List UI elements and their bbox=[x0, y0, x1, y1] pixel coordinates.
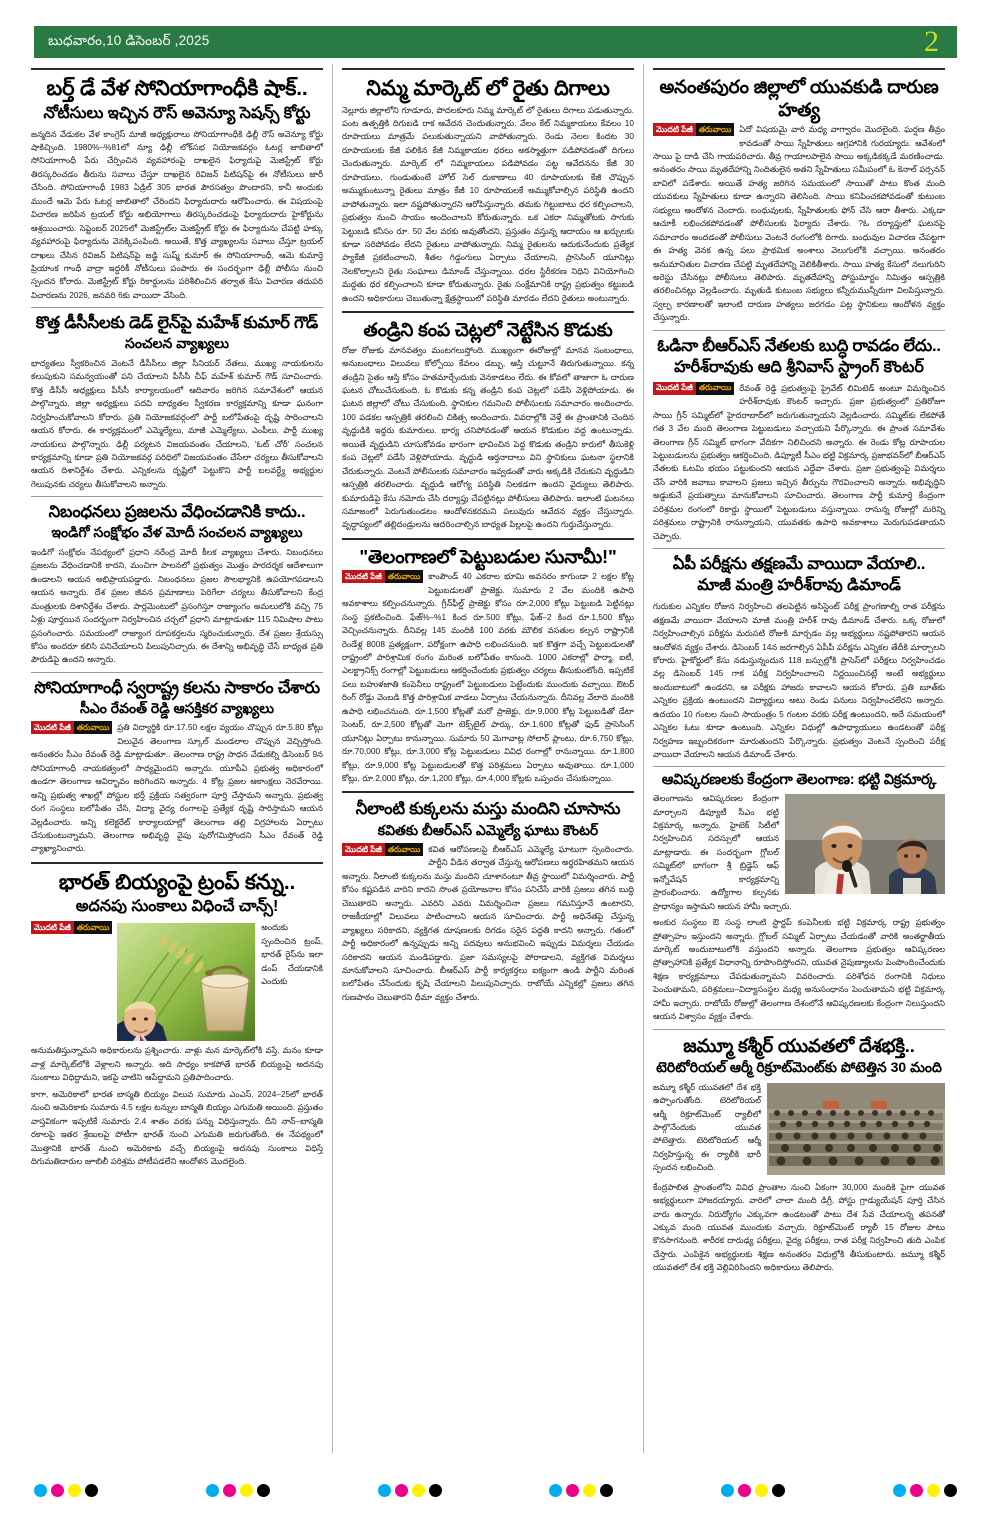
continued-badge-label: తరువాయి bbox=[74, 921, 112, 934]
article-investments-tsunami bbox=[342, 546, 634, 786]
cmyk-dot bbox=[68, 1484, 81, 1497]
article-harish-rao-exam-demand bbox=[653, 554, 945, 761]
cmyk-dot-group bbox=[549, 1484, 613, 1497]
cmyk-dot bbox=[583, 1484, 596, 1497]
article-body-wrap: తెలంగాణను ఆవిష్కరణల కేంద్రంగా మార్చాలని డిప్యూటీ సీఎం భట్టి విక్రమార్క అన్నారు. హైటెక్ సిటీలో నిర్వహించిన సదస్సులో ఆయన మాట్లాడారు. ఈ సందర్భంగా గ్లోబల్ సమ్మిట్‌లో భాగంగా శ్రీ బ్రిడ్జెస్ ఆఫ్ ఇన్నోవేషన్ కార్యక్రమాన్ని ప్రారంభించారు. ఉద్యోగాల కల్పనకు ప్రాధాన్యం ఇస్తామని ఆయన హామీ ఇచ్చారు. bbox=[653, 793, 792, 911]
cmyk-dot-group bbox=[34, 1484, 98, 1497]
cmyk-dot bbox=[34, 1484, 47, 1497]
headline: నీలాంటి కుక్కలను మస్తు మందిని చూసాను bbox=[355, 800, 621, 819]
continued-badge-label: తరువాయి bbox=[696, 123, 734, 136]
cmyk-dot bbox=[721, 1484, 734, 1497]
continued-badge-label: తరువాయి bbox=[74, 721, 112, 734]
cmyk-dot bbox=[944, 1484, 957, 1497]
article-body-after: కేంద్రపాలిత ప్రాంతంలోని వివిధ ప్రాంతాల నుంచి ఏకంగా 30,000 మందికి పైగా యువత అభ్యర్థులుగా హాజరయ్యారు. వారిలో చాలా మంది డిగ్రీ, పోస్టు గ్రాడ్యుయేషన్ పూర్తి చేసిన వారు ఉన్నారు. నిరుద్యోగం ఎక్కువగా ఉండటంతో పాటు దేశ సేవ చేయాలన్న తపనతో ఎక్కువ మంది యువత ముందుకు వచ్చారు. రిక్రూట్‌మెంట్ ర్యాలీ 15 రోజుల పాటు కొనసాగనుంది. శారీరక దారుఢ్య పరీక్షలు, వైద్య పరీక్షలు, రాత పరీక్ష నిర్వహించి తుది ఎంపిక చేస్తారు. ఎంపికైన అభ్యర్థులకు శిక్షణ అనంతరం విధుల్లోకి తీసుకుంటారు. జమ్మూ కశ్మీర్ యువతలో దేశ భక్తి వెల్లివిరిసిందని అధికారులు తెలిపారు. bbox=[653, 1181, 945, 1273]
headline: నిమ్మ మార్కెట్ లో రైతు దిగాలు bbox=[366, 77, 610, 100]
cmyk-dot bbox=[910, 1484, 923, 1497]
headline: ఏపీ పరీక్షను తక్షణమే వాయిదా వేయాలి.. bbox=[672, 555, 926, 574]
continued-badge-page: మొదటి పేజీ bbox=[653, 382, 696, 395]
cmyk-dot-group bbox=[893, 1484, 957, 1497]
headline: నిబంధనలు ప్రజలను వేధించడానికి కాదు.. bbox=[48, 503, 306, 522]
article-jk-army-recruitment bbox=[653, 1035, 945, 1275]
article-dcc-deadline bbox=[31, 313, 323, 491]
divider bbox=[653, 766, 945, 767]
bhatti-vikramarka-photo bbox=[785, 794, 945, 894]
article-body: జన్మదిన వేడుకల వేళ కాంగ్రెస్ మాజీ అధ్యక్షురాలు సోనియాగాంధీకి ఢిల్లీ రౌస్ అవెన్యూ కోర్టు షాకిచ్చింది. 1980%–%81లో న్యూ ఢిల్లీ లోక్‌సభ నియోజకవర్గం ఓటర్ల జాబితాలో సోనియాగాంధీ పేరు చేర్పించిన వ్యవహారంపై దాఖలైన ఫిర్యాదుపై మెజిస్ట్రేట్ కోర్టు తిరస్కరించడం తీరును సవాలు చేస్తూ దాఖలైన రివిజన్ పిటిషన్‌పై ఈ నోటీసులు జారీ చేసింది. సోనియాగాంధీ 1983 ఏడ్రిల్ 305 భారత పౌరసత్వం పొందారని, కానీ అందుకు ముందే ఆమె పేరు ఓటర్ల జాబితాలో చేరిందని ఫిర్యాదుదారు ఆరోపించారు. ఈ విషయంపై విచారణ జరిపిన ట్రయల్ కోర్టు అభియోగాలు తిరస్కరించడంపై ఫిర్యాదుదారు హైకోర్టును ఆశ్రయించారు. సెప్టెంబర్ 2025లో మెజిస్ట్రేట్‌ల మెజిస్ట్రేట్ కోర్టు ఈ ఫిర్యాదును చేపట్టి హక్కు వ్యవహారంపై ఫిర్యాదును వెనక్కిపంపింది. అయితే, కొత్త వ్యాఖ్యలను సవాలు చేస్తూ ట్రయల్‌ దాఖలు చేసిన రివిజన్ పిటిషన్‌పై జడ్జి సుష్మ్ కుమార్ ఈ సోనియాగాంధీ, ఆమె కుమార్తె ప్రియాంక గాంధీ వాద్రా ఇద్దరికీ నోటీసులు పంపారు. ఈ సందర్భంగా ఢిల్లీ పోలీసు నుంచి స్పందన కోరారు. మెజిస్ట్రేట్ కోర్టు రికార్డులను పరిశీలించిన తర్వాత కేసు విచారణ తదుపరి విచారణను 2026, జనవరి 6కు వాయిదా వేసింది. bbox=[31, 128, 323, 300]
subheadline: కవితకు బీఆర్ఎస్ ఎమ్మెల్యే ఘాటు కౌంటర్ bbox=[377, 821, 599, 838]
continued-badge bbox=[342, 843, 423, 856]
subheadline: సంచలన వ్యాఖ్యలు bbox=[125, 335, 229, 352]
article-body: భాద్యతలు స్వీకరించిన వెంటనే డీసీసీలు జిల్లా సీనియర్ నేతలు, ముఖ్య నాయకులను కలుపుకుని సమన్వయంతో పని చేయాలని పీసీసీ చీఫ్ మహేశ్ కుమార్ గౌడ్ సూచించారు. కొత్త డీసీసీ అధ్యక్షులు పీసీసీ కార్యాలయంలో ఆదివారం జరిగిన సమావేశంలో ఆయన పాల్గొన్నారు. జిల్లా అధ్యక్షులు పదవి బాధ్యతల స్వీకరణ కార్యక్రమాన్ని కూడా ఘనంగా నిర్వహించుకోవాలని కోరారు. ప్రతి నియోజకవర్గంలో పార్టీ బలోపేతంపై దృష్టి సారించాలని ఆయన కోరారు. ఈ కార్యక్రమంలో ఎమ్మెల్యేలు, మాజీ ఎమ్మెల్యేలు, ఎంపీలు, పార్టీ ముఖ్య నాయకులు పాల్గొన్నారు. ఢిల్లీ పర్యటన విజయవంతం చేయాలని, 'ఓట్ చోరీ' సంచలన కార్యక్రమాన్ని కూడా ప్రతి నియోజకవర్గ పరిధిలో విజయవంతం చేసేలా చర్యలు తీసుకోవాలని ఆయన దిశానిర్దేశం చేశారు. ఎన్నికలను దృష్టిలో పెట్టుకొని పార్టీ బలవర్ధ్యే అభ్యర్థుల గెలుపునకు చర్యలు తీసుకోవాలని అన్నారు. bbox=[31, 357, 323, 489]
cmyk-dot bbox=[206, 1484, 219, 1497]
continued-badge-page: మొదటి పేజీ bbox=[342, 570, 385, 583]
subheadline: మాజీ మంత్రి హరీశ్‌రావు డిమాండ్ bbox=[697, 577, 901, 595]
continued-badge-page: మొదటి పేజీ bbox=[653, 123, 696, 136]
article-body: కాంపౌండ్ 40 ఎకరాల భూమి అవసరం కాగుండా 2 లక్షల కోట్ల పెట్టుబడులతో ప్రాజెక్టు. సుమారు 2 వేల మందికి ఉపాధి అవకాశాలు కల్పించనున్నారు. గ్రీన్‌ఫీల్డ్ ప్రాజెక్టు కోసం రూ.2,000 కోట్లు పెట్టుబడి పెట్టినట్లు సంస్థ ప్రకటించింది. ఫేజ్‌%–%1 కింద రూ.500 కోట్లు, ఫేజ్‌–2 కింద రూ.1,500 కోట్లు వెచ్చించనున్నారు. దీనివల్ల 145 మందికి 100 వరకు మౌలిక వసతుల కల్పన రాష్ట్రానికి రెండేళ్ల 8008 ప్రత్యక్షంగా, పరోక్షంగా ఉపాధి లభించనుంది. ఇక కొత్తగా వచ్చే పెట్టుబడులతో రాష్ట్రంలో పారిశ్రామిక రంగం మరింత బలోపేతం కానుంది. 1000 ఎకరాల్లో ఫార్మా, ఐటీ, ఎలక్ట్రానిక్స్ రంగాల్లో పెట్టుబడులు ఆకర్షించేందుకు ప్రభుత్వం చర్యలు తీసుకుంటోంది. ఇప్పటికే పలు బహుళజాతి కంపెనీలు రాష్ట్రంలో పెట్టుబడులు పెట్టేందుకు ముందుకు వచ్చాయి. ఔటర్ రింగ్ రోడ్డు వెంబడి కొత్త పారిశ్రామిక వాడలు ఏర్పాటు చేయనున్నారు. దీనివల్ల వేలాది మందికి ఉపాధి లభించనుంది. రూ.1,500 కోట్లతో మరో ప్రాజెక్టు, రూ.9,000 కోట్ల పెట్టుబడితో డేటా సెంటర్, రూ.2,500 కోట్లతో మెగా టెక్స్‌టైల్ పార్కు, రూ.1,600 కోట్లతో ఫుడ్ ప్రాసెసింగ్ యూనిట్లు ఏర్పాటు కానున్నాయి. సుమారు 50 మెగావాట్ల సోలార్ ప్లాంటు, రూ.6,750 కోట్లు, రూ.70,000 కోట్లు, రూ.3,000 కోట్ల పెట్టుబడులు వివిధ రంగాల్లో రానున్నాయి. రూ.1,800 కోట్లు, రూ.9,000 కోట్ల పెట్టుబడులతో కొత్త పరిశ్రమలు ఏర్పాటు అవుతాయి. రూ.1,000 కోట్లు, రూ.2,000 కోట్లు, రూ.1,200 కోట్లు, రూ.4,000 కోట్లకు ఒప్పందం చేసుకున్నాయి. bbox=[342, 571, 634, 783]
cmyk-dot-group bbox=[206, 1484, 270, 1497]
article-body-after: కాగా, అమెరికాలో భారత బాస్మతి బియ్యం విలువ సుమారు ఎంఎస్. 2024–25లో భారత్ నుంచి అమెరికాకు సుమారు 4.5 లక్షల టన్నుల బాస్మతి బియ్యం ఎగుమతి అయింది. ప్రస్తుతం వాస్తవికంగా ఇప్పటికే సుమారు 2.4 శాతం వరకు పన్ను విధిస్తున్నారు. దీని నాన్‌–బాస్మతి రకాలపై ఇతర శ్రేణులపై పోటీగా భారత్ నుంచి ఎగుమతి జరుగుతోంది. ఈ నేపథ్యంలో మొత్తానికి భారత్‌ నుంచి అమెరికాకు వచ్చే బియ్యంపై అదనపు సుంకాలు విధిస్తే దిగుమతిదారుల జూబిలీ పరిశ్రమ పోటీపడలేని ఆందోళన మొదలైంది. bbox=[31, 1088, 323, 1166]
continued-badge bbox=[342, 570, 423, 583]
army-recruitment-rally-photo bbox=[767, 1083, 945, 1175]
divider bbox=[653, 330, 945, 331]
divider bbox=[653, 68, 945, 70]
subheadline: ఇండిగో సంక్షోభం వేళ మోదీ సంచలన వ్యాఖ్యలు bbox=[51, 524, 303, 541]
subheadline: హరీశ్‌రావుకు ఆది శ్రీనివాస్ స్ట్రాంగ్ కౌంటర్ bbox=[674, 358, 924, 376]
cmyk-dot bbox=[755, 1484, 768, 1497]
article-body: ఇండిగో సంక్షోభం నేపథ్యంలో ప్రధాని నరేంద్ర మోదీ కీలక వ్యాఖ్యలు చేశారు. నిబంధనలు ప్రజలను వేధించడానికి కాదని, మంచిగా పాలనలో ప్రభుత్వం మొత్తం పారదర్శక ఆదేశాలుగా ఉండాలని ఆయన అభిప్రాయపడ్డారు. నిబంధనలు ప్రజల సౌలభ్యానికి ఉపయోగపడాలని ఆయన అన్నారు. దేశ ప్రజల జీవన ప్రమాణాలు పెరిగేలా చర్యలు తీసుకోవాలని కేంద్ర మంత్రులకు దిశానిర్దేశం చేశారు. పార్లమెంటులో ప్రసంగిస్తూ రాజ్యాంగం అమలులోకి వచ్చి 75 ఏళ్లు పూర్తయిన సందర్భంగా నిర్వహించిన చర్చలో ప్రధాని మాట్లాడుతూ 115 నిమిషాల పాటు ప్రసంగించారు. సమయంలో రాజ్యాంగ రూపకర్తలను స్మరించుకున్నారు. దేశ ప్రజల శ్రేయస్సు కోసం అందరూ కలిసి పనిచేయాలని పిలుపునిచ్చారు. ఈ దేశాన్ని అభివృద్ధి చేసే బాధ్యత ప్రతి పౌరుడిపై ఉందని అన్నారు. bbox=[31, 546, 323, 665]
cmyk-dot bbox=[378, 1484, 391, 1497]
continued-badge-page: మొదటి పేజీ bbox=[31, 921, 74, 934]
continued-badge-label: తరువాయి bbox=[385, 570, 423, 583]
divider bbox=[31, 307, 323, 308]
divider bbox=[342, 538, 634, 540]
cmyk-dot bbox=[600, 1484, 613, 1497]
subheadline: నోటీసులు ఇచ్చిన రౌస్ అవెన్యూ సెషన్స్ కోర్టు bbox=[43, 104, 311, 122]
cmyk-dot-group bbox=[378, 1484, 442, 1497]
article-trump-rice-tariff bbox=[31, 870, 323, 1169]
headline: ఆవిష్కరణలకు కేంద్రంగా తెలంగాణ: భట్టి విక్రమార్క bbox=[661, 772, 937, 789]
headline: భారత్ బియ్యంపై ట్రంప్ కన్ను.. bbox=[58, 870, 296, 894]
article-lemon-market-farmers bbox=[342, 76, 634, 305]
column-3 bbox=[644, 62, 954, 1457]
column-1 bbox=[22, 62, 332, 1457]
subheadline: టెరిటోరియల్ ఆర్మీ రిక్రూట్‌మెంట్‌కు పోటెత్తిన 30 మంది bbox=[656, 1059, 942, 1076]
cmyk-dot bbox=[772, 1484, 785, 1497]
cmyk-dot bbox=[395, 1484, 408, 1497]
subheadline: అదనపు సుంకాలు విధించే చాన్స్! bbox=[75, 898, 279, 916]
divider bbox=[31, 496, 323, 497]
article-sonia-statehood bbox=[31, 678, 323, 856]
continued-badge-page: మొదటి పేజీ bbox=[31, 721, 74, 734]
article-bhatti-innovation bbox=[653, 772, 945, 1023]
article-body: ప్రతి విద్యార్థికి రూ.17.50 లక్షల వ్యయం చొప్పున రూ.5.80 కోట్లు విలువైన తెలంగాణ స్కూల్ మండలాల చొప్పున వెచ్చిస్తోంది. అనంతరం సీఎం రేవంత్ రెడ్డి మాట్లాడుతూ.. తెలంగాణ రాష్ట్ర సాధన వేడుకల్ని డిసెంబర్ 9న సోనియాగాంధీ నాయకత్వంలో సాధ్యమైందని అన్నారు. యూపీఏ ప్రభుత్వ అధికారంలో ఉండగా తెలంగాణ ఆవిర్భావం జరిగిందని అన్నారు. 4 కోట్ల ప్రజల ఆకాంక్షలు నెరవేరాయి. అన్ని ప్రభుత్వ శాఖల్లో పోస్టుల భర్తీ ప్రక్రియ సత్వరంగా పూర్తి చేస్తామని అన్నారు. ప్రభుత్వ రంగ సంస్థలు బలోపేతం చేసి, విద్యా వైద్య రంగాలపై ప్రత్యేక దృష్టి సారిస్తామని ఆయన వెల్లడించారు. అన్ని కలెక్టరేట్ కార్యాలయాల్లో తెలంగాణ తల్లి విగ్రహాలను ఏర్పాటు చేసుకుంటున్నామని, తెలంగాణ అభివృద్ధి వైపు పురోగమిస్తోందని సీఎం రేవంత్ రెడ్డి వ్యాఖ్యానించారు. bbox=[31, 722, 323, 854]
article-sonia-gandhi-notice bbox=[31, 76, 323, 302]
divider bbox=[31, 68, 323, 70]
article-kavitha-counter bbox=[342, 799, 634, 1004]
headline: ఓడినా బీఆర్ఎస్ నేతలకు బుద్ధి రావడం లేదు.. bbox=[657, 336, 941, 355]
divider bbox=[31, 862, 323, 864]
article-body: కవిత ఆరోపణలపై బీఆర్ఎస్ ఎమ్మెల్యే ఘాటుగా స్పందించారు. పార్టీని వీడిన తర్వాత చేస్తున్న ఆరోపణలు అర్థరహితమని ఆయన అన్నారు. నీలాంటి కుక్కలను మస్తు మందిని చూశానంటూ తీవ్ర స్థాయిలో విమర్శించారు. పార్టీ కోసం కష్టపడిన వారిని కాదని సొంత ప్రయోజనాల కోసం పనిచేసే వారికి ప్రజలు తగిన బుద్ధి చెబుతారని అన్నారు. ఎవరిని ఎవరు విమర్శించినా ప్రజలు గమనిస్తూనే ఉంటారని, రాజకీయాల్లో విలువలు పాటించాలని ఆయన సూచించారు. పార్టీ అధినేతపై చేస్తున్న వ్యాఖ్యలు సరికాదని, వ్యక్తిగత దూషణలకు దిగడం సరైన పద్ధతి కాదని అన్నారు. గతంలో పార్టీ అధికారంలో ఉన్నప్పుడు అన్ని పదవులు అనుభవించి ఇప్పుడు విమర్శలు చేయడం సరికాదని ఆయన మండిపడ్డారు. ప్రజా సమస్యలపై పోరాడాలని, వ్యక్తిగత విమర్శలు మానుకోవాలని సూచించారు. బీఆర్ఎస్ పార్టీ కార్యకర్తలు ఐక్యంగా ఉండి పార్టీని మరింత బలోపేతం చేసేందుకు కృషి చేయాలని పిలుపునిచ్చారు. రాబోయే ఎన్నికల్లో ప్రజలు తగిన గుణపాఠం చెబుతారని ధీమా వ్యక్తం చేశారు. bbox=[342, 844, 634, 1002]
article-body: గురుకుల ఎన్నికల రోజున నిర్వహించి తలపెట్టిన అసిస్టెంట్ పరీక్ష ప్రాంగణాల్ని రాత పరీక్షను తక్షణమే వాయిదా వేయాలని మాజీ మంత్రి హరీశ్ రావు డిమాండ్ చేశారు. ఒక్క రోజులో నిర్వహించాల్సిన పరీక్షను మరుసటి రోజుకి మార్చడం వల్ల అభ్యర్థులు నష్టపోతారని ఆయన ఆందోళన వ్యక్తం చేశారు. డిసెంబర్ 14న జరగాల్సిన ఏపీపీ పరీక్షను ఎన్నికల తేదీకి మార్చాలని కోరారు. హైకోర్టులో కేసు నడుస్తున్నందున 118 బస్సుల్లోకి ప్రాసెస్‌లో పరీక్షలు నిర్వహించడం వల్ల డిసెంబర్ 145 గాక పరీక్ష నిర్వహించాలని నిర్ణయించినట్లే అంటే అభ్యర్థులు అందుబాటులో ఉండరని, ఆ పరీక్షకు హాజరు కావాలని ఆయన కోరారు. ప్రతి బూత్‌కు ఎన్నికల ప్రక్రియ ఉంటుందని విద్యార్థులు అటు రెండు పనులు నిర్వహించలేరని అన్నారు. ఉదయం 10 గంటల నుంచి సాయంత్రం 5 గంటల వరకు పరీక్ష ఉంటుందని, అదే సమయంలో ఎన్నికల ఓటు కూడా ఉంటుంది. ఎన్నికల విధుల్లో ఉపాధ్యాయులు ఉండటంతో పరీక్ష నిర్వహణ ఇబ్బందికరంగా మారుతుందని పేర్కొన్నారు. ప్రభుత్వం వెంటనే స్పందించి పరీక్ష వాయిదా వేయాలని ఆయన డిమాండ్ చేశారు. bbox=[653, 601, 945, 759]
headline: సోనియాగాంధీ స్వరాష్ట్ర కలను సాకారం చేశారు bbox=[34, 678, 320, 697]
cmyk-dot bbox=[566, 1484, 579, 1497]
cmyk-dot bbox=[240, 1484, 253, 1497]
article-body-after: అంకుర సంస్థలు ఔ సంస్థ లాంటి స్టార్టప్ కంపెనీలకు భట్టి విక్రమార్క రాష్ట్ర ప్రభుత్వం ప్రోత్సాహం ఇస్తుందని అన్నారు. గ్లోబల్ సమ్మిట్ ఏర్పాటు చేయడంతో వారికి అంతర్జాతీయ మార్కెట్ అందుబాటులోకి వస్తుందని అన్నారు. తెలంగాణ ప్రభుత్వం ఆవిష్కరణల ప్రోత్సాహానికి ప్రత్యేక విధానాన్ని రూపొందిస్తోందని, యువత నైపుణ్యాలను పెంపొందించేందుకు శిక్షణ కార్యక్రమాలు చేపడుతున్నామని వివరించారు. పరిశోధన రంగానికి నిధులు పెంచుతామని, పరిశ్రమలు–విద్యాసంస్థల మధ్య అనుసంధానం పెంచుతామని భట్టి విక్రమార్క హామీ ఇచ్చారు. రాబోయే రోజుల్లో తెలంగాణ దేశంలోనే ఆవిష్కరణలకు కేంద్రంగా నిలుస్తుందని ఆయన విశ్వాసం వ్యక్తం చేశారు. bbox=[653, 917, 945, 1022]
cmyk-dot bbox=[51, 1484, 64, 1497]
cmyk-dot bbox=[429, 1484, 442, 1497]
divider bbox=[653, 548, 945, 549]
article-son-abandons-father bbox=[342, 319, 634, 532]
headline: బర్త్ డే వేళ సోనియాగాంధీకి షాక్.. bbox=[46, 77, 308, 100]
headline: కొత్త డీసీసీలకు డెడ్ లైన్‌పై మహేశ్ కుమార్ గౌడ్ bbox=[35, 314, 319, 333]
cmyk-dot bbox=[927, 1484, 940, 1497]
column-2 bbox=[333, 62, 643, 1457]
cmyk-dot bbox=[223, 1484, 236, 1497]
continued-badge bbox=[31, 921, 112, 934]
divider bbox=[342, 68, 634, 70]
publication-date: బుధవారం,10 డిసెంబర్ ,2025 bbox=[48, 32, 210, 48]
subheadline: సీఎం రేవంత్ రెడ్డి ఆసక్తికర వ్యాఖ్యలు bbox=[80, 699, 274, 716]
page-number: 2 bbox=[924, 25, 939, 58]
divider bbox=[342, 311, 634, 313]
continued-badge bbox=[653, 382, 734, 395]
headline: తండ్రిని కంప చెట్లలో నెట్టేసిన కొడుకు bbox=[363, 319, 613, 341]
article-body: రేవంత్ రెడ్డి ప్రభుత్వంపై ప్రైవేట్ లిమిటెడ్ అంటూ విమర్శించిన హరీశ్‌రావుకు కౌంటర్ ఇచ్చారు. ప్రజా ప్రభుత్వంలో ప్రతిరోజూ సాయి గ్రీన్ సమ్మిట్‌లో హైదరాబాద్‌లో జరుగుతున్నాయని వెల్లడించారు. సమ్మిట్‌కు లేకపోతే గత 3 వేల మంది తెలంగాణ పెట్టుబడులు వచ్చాయని పేర్కొన్నారు. ఈ ప్రాంత సమావేశం తెలంగాణ గ్రీన్ సమ్మిట్ భాగంగా వేదికగా నిలిచిందని అన్నారు. ఈ రెండు కోట్ల రూపాయల పెట్టుబడులను ప్రభుత్వం ఆకర్షించింది. డిప్యూటీ సీఎం భట్టి విక్రమార్క ప్రజాభవన్‌లో బీఆర్ఎస్ నేతలకు ఓటమి భయం పట్టుకుందని ఆయన ఎద్దేవా చేశారు. ప్రజా ప్రభుత్వంపై విమర్శలు చేసే వారికి జవాబు కావాలని ప్రజలు ఇచ్చిన తీర్పును గౌరవించాలని అన్నారు. అభివృద్ధిని అడ్డుకునే ప్రయత్నాలు మానుకోవాలని సూచించారు. తెలంగాణ పార్టీ కుమార్తె కేంద్రంగా పరిశ్రమల రంగంలో రికార్డు స్థాయిలో పెట్టుబడులు వస్తున్నాయి. రానున్న రోజుల్లో మరిన్ని పరిశ్రమలు రాష్ట్రానికి రానున్నాయని, యువతకు ఉపాధి అవకాశాలు మెరుగుపడతాయని చెప్పారు. bbox=[653, 382, 945, 541]
cmyk-dot bbox=[549, 1484, 562, 1497]
column-container bbox=[22, 62, 965, 1457]
divider bbox=[31, 672, 323, 673]
article-body-wrap: జమ్మూ కశ్మీర్ యువతలో దేశ భక్తి ఉప్పొంగుతోంది. టెరిటోరియల్ ఆర్మీ రిక్రూట్‌మెంట్ ర్యాలీలో పాల్గొనేందుకు యువత పోటెత్తారు. టెరిటోరియల్ ఆర్మీ నిర్వహిస్తున్న ఈ ర్యాలీకి భారీ స్పందన లభించింది. bbox=[653, 1081, 761, 1173]
continued-badge bbox=[31, 721, 112, 734]
article-anantapur-murder bbox=[653, 76, 945, 325]
headline: "తెలంగాణలో పెట్టుబడుల సునామీ!" bbox=[359, 545, 617, 567]
continued-badge-label: తరువాయి bbox=[696, 382, 734, 395]
article-body-wrap: అందుకు స్పందించిన ట్రంప్, భారత్ రైస్‌ను ఇలా డంప్ చేయడానికి ఎందుకు అనుమతిస్తున్నామని అధికారులను ప్రశ్నించారు. వాళ్లు మన మార్కెట్‌లోకి వస్తే, మనం కూడా వాళ్ల మార్కెట్‌లోకి వెళ్లాలని అన్నారు. అది సాధ్యం కాకపోతే భారత్ బియ్యంపై అదనపు సుంకాలు విధిద్దామని, ఇకపై వాటిని ఆపేద్దామని ప్రతిపాదించారు. bbox=[31, 922, 323, 1083]
cmyk-dot bbox=[738, 1484, 751, 1497]
cmyk-dot bbox=[893, 1484, 906, 1497]
article-adi-srinivas-counter bbox=[653, 336, 945, 543]
cmyk-registration-strip bbox=[34, 1479, 957, 1501]
headline: అనంతపురం జిల్లాలో యువకుడి దారుణ హత్య bbox=[659, 76, 939, 120]
article-body: రోజు రోజుకు మానవత్వం మంటగలుస్తోంది. ముఖ్యంగా ఈరోజుల్లో మానవ సంబంధాలు, అనుబంధాలు విలువలు కోల్పోయి కేవలం డబ్బు, ఆస్తి చుట్టూనే తిరుగుతున్నాయి. కన్న తండ్రిని సైతం ఆస్తి కోసం హతమార్చేందుకు వెనకాడటం లేదు. ఈ కోవలో తాజాగా ఓ దారుణ ఘటన చోటుచేసుకుంది. ఓ కొడుకు కన్న తండ్రిని కంప చెట్లలో పడేసి వెళ్లిపోయాడు. ఈ ఘటన జిల్లాలో చోటు చేసుకుంది. స్థానికుల గమనించి పోలీసులకు సమాచారం అందించారు. 100 పడకల ఆస్పత్రికి తరలించి చికిత్స అందించారు. వివరాల్లోకి వెళ్తే ఈ ప్రాంతానికి చెందిన వృద్ధుడికి ఇద్దరు కుమారులు. భార్య చనిపోవడంతో ఆయన కొడుకుల వద్ద ఉంటున్నాడు. అయితే వృద్ధుడిని చూసుకోవడం భారంగా భావించిన పెద్ద కొడుకు తండ్రిని కారులో తీసుకెళ్లి కంప చెట్లలో పడేసి వెళ్లిపోయాడు. వృద్ధుడి ఆర్తనాదాలు విని స్థానికులు ఘటనా స్థలానికి చేరుకున్నారు. వెంటనే పోలీసులకు సమాచారం ఇవ్వడంతో వారు అక్కడికి చేరుకుని వృద్ధుడిని ఆస్పత్రికి తరలించారు. వృద్ధుడి ఆరోగ్య పరిస్థితి నిలకడగా ఉందని వైద్యులు తెలిపారు. కుమారుడిపై కేసు నమోదు చేసి దర్యాప్తు చేపట్టినట్లు పోలీసులు తెలిపారు. ఇలాంటి ఘటనలు సమాజంలో పెరుగుతుండటం ఆందోళనకరమని పలువురు ఆవేదన వ్యక్తం చేస్తున్నారు. వృద్ధాప్యంలో తల్లిదండ్రులను ఆదరించాల్సిన బాధ్యత పిల్లలపై ఉందని గుర్తుచేస్తున్నారు. bbox=[342, 344, 634, 530]
rice-and-trump-photo bbox=[117, 923, 255, 1041]
masthead-bar bbox=[34, 26, 957, 58]
divider bbox=[653, 1029, 945, 1030]
continued-badge-page: మొదటి పేజీ bbox=[342, 843, 385, 856]
article-body: నెల్లూరు జిల్లాలోని గూడూరు, పొదలకూరు నిమ్మ మార్కెట్ లో రైతులు దిగాలు పడుతున్నారు. పంట ఉత్పత్తికి దిగుబడి రాక ఆవేదన చెందుతున్నారు. వేలం కేట్ నిమ్మకాయలు కేవలం 10 రూపాయలు మాత్రమే పలుకుతున్నాయని వాపోతున్నారు. రెండు నెలల కిందట 30 రూపాయలకు కేజీ పలికిన కేజీ నిమ్మకాయల ధరలు అకస్మాత్తుగా పడిపోవడంతో దిగులు చెందుతున్నారు. మార్కెట్ లో నిమ్మకాయలు పడిపోవడం పట్ట ఆవేదనను కేజీ 30 రూపాయలు, గుండుతుంటే హోల్‌ సెల్ దుకాణాలు 40 రూపాయలకు కేజీ చొప్పున అమ్ముకుంటున్నా రైతులు మాత్రం కేజీ 10 రూపాయలకే అమ్ముకోవాల్సిన పరిస్థితి ఉందని వాపోతున్నారు. ఇలా నష్టపోతున్నారని ఆరోపిస్తున్నారు. తమకు గిట్టుబాటు ధర కల్పించాలని, ప్రభుత్వం నుంచి సాయం అందించాలని కోరుతున్నారు. ఒక ఎకరా నిమ్మతోటకు సాగుకు పెట్టుబడి కనీసం రూ. 50 వేల వరకు అవుతోందని, ప్రస్తుతం వస్తున్న ఆదాయం ఆ ఖర్చులకు కూడా సరిపోవడం లేదని రైతులు వాపోతున్నారు. నిమ్మ రైతులను ఆదుకునేందుకు ప్రత్యేక ప్యాకేజీ ప్రకటించాలని, శీతల గిడ్డంగులు ఏర్పాటు చేయాలని, ప్రాసెసింగ్ యూనిట్లు నెలకొల్పాలని రైతు సంఘాలు డిమాండ్ చేస్తున్నాయి. ధరల స్థిరీకరణ నిధిని వినియోగించి మద్దతు ధర కల్పించాలని కూడా కోరుతున్నారు. రైతు సంక్షేమానికి రాష్ట్ర ప్రభుత్వం కట్టుబడి ఉందని అధికారులు చెబుతున్నా క్షేత్రస్థాయిలో పరిస్థితి మారడం లేదని రైతులు అంటున్నారు. bbox=[342, 104, 634, 303]
divider bbox=[342, 791, 634, 793]
article-modi-regulations bbox=[31, 502, 323, 667]
article-body: ఏదో విషయమై వారి మధ్య వాగ్వాదం మొదలైంది. ఘర్షణ తీవ్రం కావడంతో సాయి స్నేహితులు ఆగ్రహానికి గురయ్యారు. ఆవేశంలో సాయి పై దాడి చేసి గాయపరిచారు. తీవ్ర గాయాలపాలైన సాయి అక్కడికక్కడే మరణించాడు. అనంతరం సాయి మృతదేహాన్ని నిందితులైన అతని స్నేహితులు సమీపంలో ఓ కెనాల్ పర్సనన్ బావిలో పడేశారు. అయితే హత్య జరిగిన సమయంలో సాయితో పాటు కొంత మంది యువకులు స్నేహితులు కూడా ఉన్నారని తెలిసింది. సాయి కనిపించకపోవడంతో కుటుంబ సభ్యులు ఆందోళన చెందారు. బంధువులకు, స్నేహితులకు ఫోన్ చేసి ఆరా తీశారు. ఎక్కడా ఆచూకీ లభించకపోవడంతో పోలీసులకు ఫిర్యాదు చేశారు. ?ఓ దర్యాప్తులో ఘటనపై సమాచారం అందడంతో పోలీసులు వెంటనే రంగంలోకి దిగారు. బంధువుల విచారణ చేపట్టగా ఈ హత్య వెనక ఉన్న పలు ప్రాథమిక అంశాలు వెలుగులోకి వచ్చాయి. అనంతరం అనుమానితుల విచారణ చేపట్టి మృతదేహాన్ని వెలికితీశారు. సాయి హత్య కేసులో నలుగురిని అరెస్టు చేసినట్లు పోలీసులు తెలిపారు. మృతదేహాన్ని పోస్టుమార్టం నిమిత్తం ఆస్పత్రికి తరలించినట్లు వెల్లడించారు. మృతుడి కుటుంబ సభ్యులు కన్నీరుమున్నీరుగా విలపిస్తున్నారు. స్వల్ప కారణాలతో ఇలాంటి దారుణ హత్యలు జరగడం పట్ల స్థానికులు ఆందోళన వ్యక్తం చేస్తున్నారు. bbox=[653, 124, 945, 323]
continued-badge-label: తరువాయి bbox=[385, 843, 423, 856]
headline: జమ్మూ కశ్మీర్ యువతలో దేశభక్తి.. bbox=[683, 1034, 915, 1056]
cmyk-dot bbox=[257, 1484, 270, 1497]
cmyk-dot-group bbox=[721, 1484, 785, 1497]
continued-badge bbox=[653, 123, 734, 136]
cmyk-dot bbox=[412, 1484, 425, 1497]
cmyk-dot bbox=[85, 1484, 98, 1497]
